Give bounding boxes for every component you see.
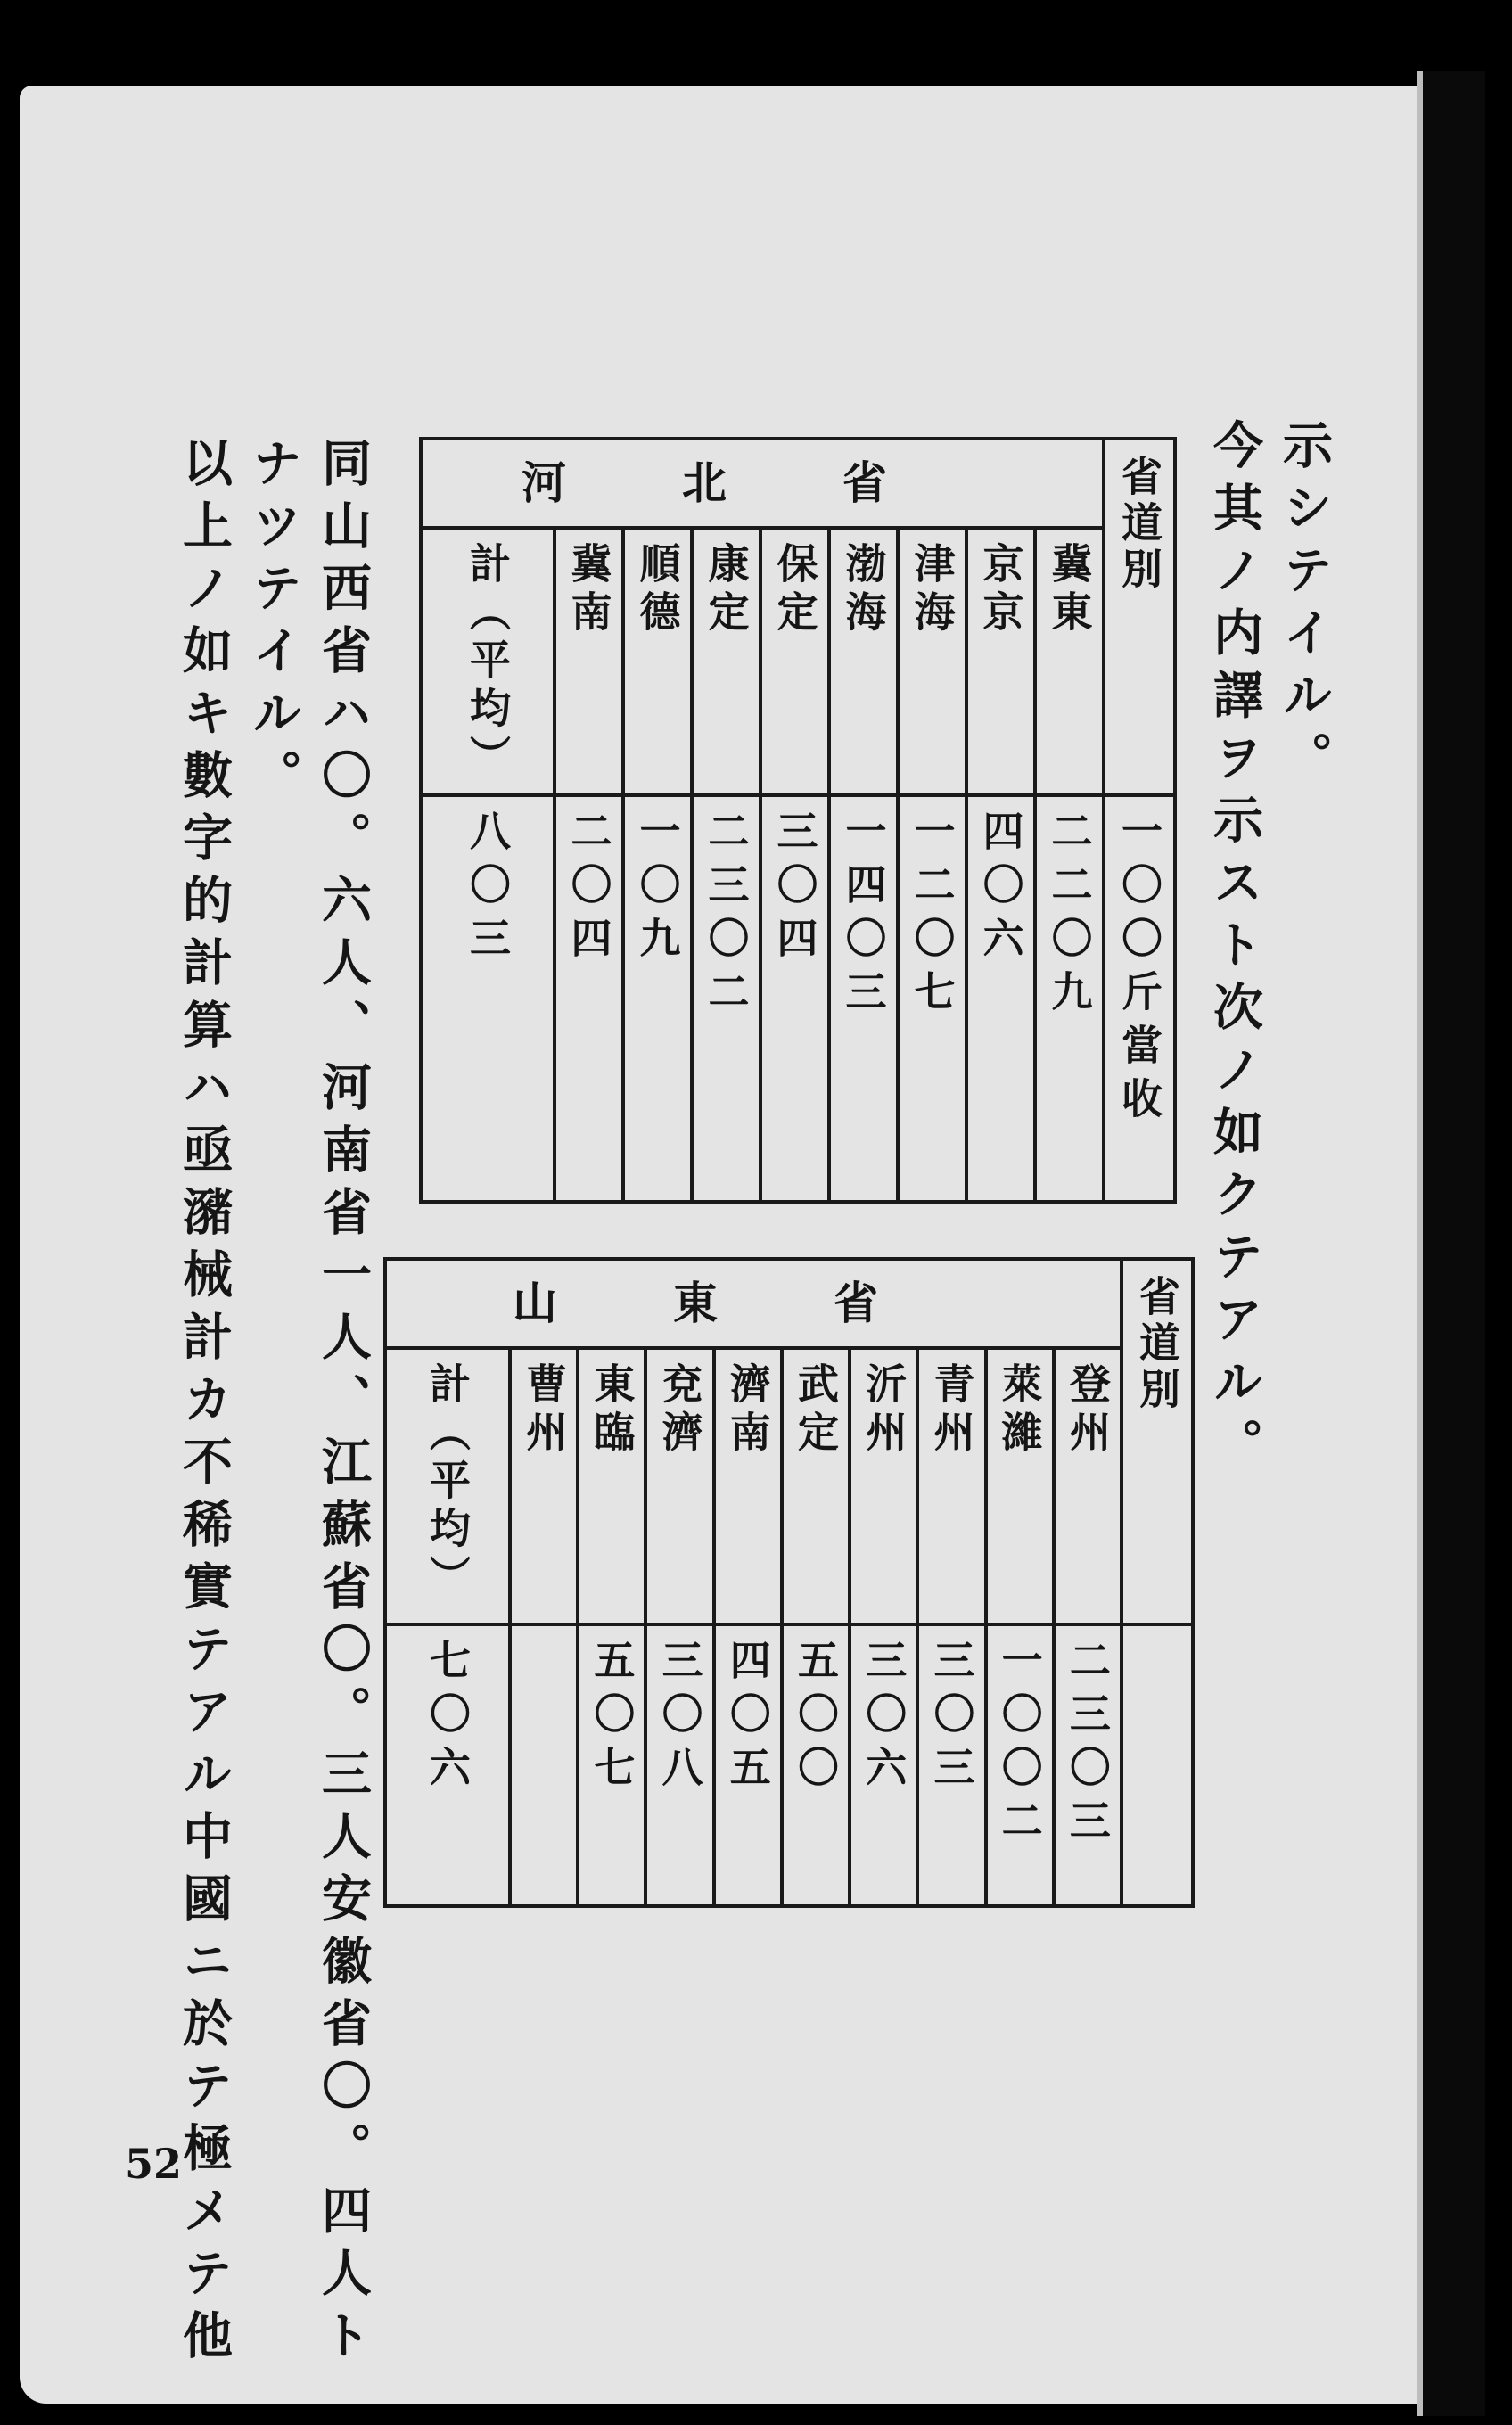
hebei-corner-label: 省道別: [1115, 455, 1163, 594]
hebei-district: 冀南: [564, 542, 613, 638]
hebei-value: 四〇六: [976, 810, 1025, 970]
page-number: 52: [125, 2140, 183, 2188]
shandong-value: 三〇三: [927, 1639, 976, 1799]
hebei-value: 二二〇九: [1045, 810, 1094, 1023]
shandong-district: 曹州: [520, 1362, 569, 1459]
hebei-province-header: 河北省: [522, 456, 1003, 509]
hebei-district: 康定: [702, 542, 751, 638]
shandong-value: 三〇八: [655, 1639, 704, 1799]
hebei-yield-table: [419, 437, 1177, 1204]
text-line-2: 今其ノ内譯ヲ示スト次ノ如クテアル。: [1205, 419, 1264, 1480]
hebei-district: 冀東: [1045, 542, 1094, 638]
shandong-district: 沂州: [859, 1362, 908, 1459]
shandong-value: 四〇五: [723, 1639, 772, 1799]
hebei-value: 二〇四: [564, 810, 613, 970]
hebei-district-total: 計（平均）: [464, 542, 512, 783]
hebei-district: 津海: [908, 542, 957, 638]
shandong-value: 一〇〇二: [995, 1639, 1044, 1853]
hebei-district: 京京: [976, 542, 1025, 638]
text-line-3: 同山西省ハ〇。六人、河南省一人、江蘇省〇。三人安徽省〇。四人ト: [314, 437, 373, 2372]
hebei-district: 保定: [770, 542, 819, 638]
shandong-value: 五〇〇: [791, 1639, 840, 1799]
shandong-value: 三〇六: [859, 1639, 908, 1799]
hebei-district: 渤海: [839, 542, 888, 638]
shandong-value-total: 七〇六: [423, 1639, 472, 1799]
shandong-district: 萊濰: [995, 1362, 1044, 1459]
hebei-value: 一二〇七: [908, 810, 957, 1023]
shandong-value-row: [385, 1624, 1193, 1906]
shandong-value: 五〇七: [588, 1639, 637, 1799]
shandong-province-header: 山東省: [513, 1277, 994, 1329]
hebei-value-row: [421, 795, 1175, 1202]
text-line-5: 以上ノ如キ數字的計算ハ亟瀦械計カ不稀實テアル中國ニ於テ極メテ他: [175, 437, 234, 2372]
shandong-district-row: [385, 1348, 1193, 1624]
hebei-district-row: [421, 528, 1175, 795]
hebei-value: 三〇四: [770, 810, 819, 970]
shandong-district: 兗濟: [655, 1362, 704, 1459]
shandong-value: 二三〇三: [1063, 1639, 1112, 1853]
hebei-value: 一四〇三: [839, 810, 888, 1023]
book-spine-edge: [1418, 71, 1485, 2416]
shandong-district: 東臨: [588, 1362, 637, 1459]
shandong-district: 登州: [1063, 1362, 1112, 1459]
shandong-district: 武定: [791, 1362, 840, 1459]
shandong-district: 濟南: [723, 1362, 772, 1459]
shandong-district-total: 計（平均）: [423, 1362, 472, 1603]
hebei-value-header: 一〇〇斤當收: [1115, 810, 1163, 1130]
text-line-4: ナツテイル。: [244, 437, 303, 811]
hebei-district: 順德: [633, 542, 682, 638]
text-line-1: 示シテイル。: [1275, 419, 1334, 793]
shandong-corner-label: 省道別: [1133, 1275, 1181, 1414]
hebei-value: 一〇九: [633, 810, 682, 970]
shandong-yield-table: [383, 1257, 1195, 1908]
hebei-value-total: 八〇三: [464, 810, 512, 970]
hebei-value: 二三〇二: [702, 810, 751, 1023]
shandong-district: 青州: [927, 1362, 976, 1459]
